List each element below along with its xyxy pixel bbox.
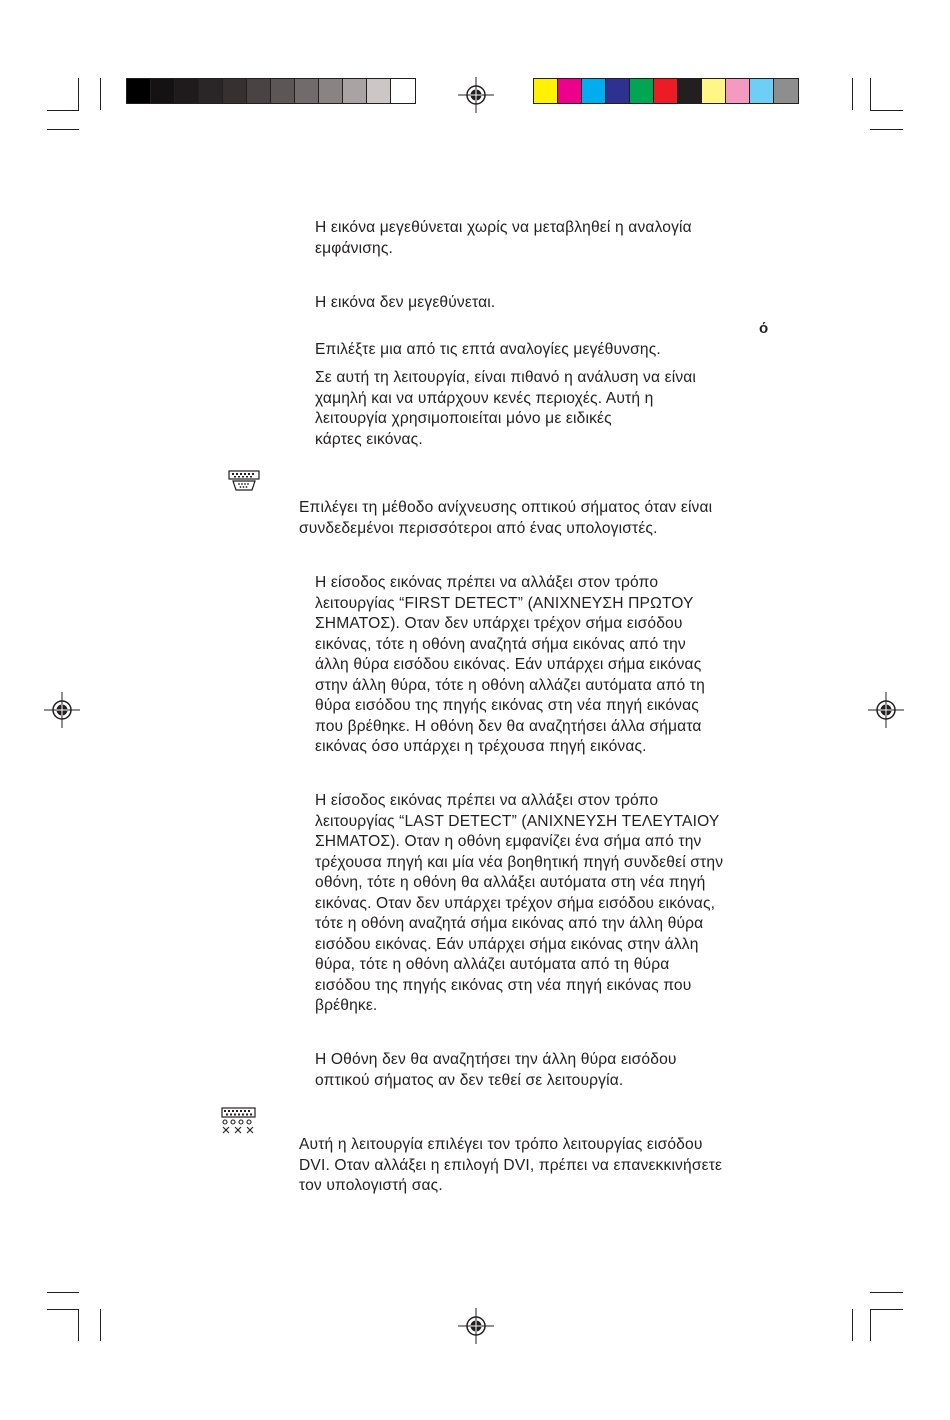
color-swatch bbox=[271, 79, 295, 103]
paragraph-last-detect: Η είσοδος εικόνας πρέπει να αλλάξει στον τρόπο λειτουργίας “LAST DETECT” (ΑΝΙΧΝΕΥΣΗ ΤΕΛΕΥΤΑΙΟΥ ΣΗΜΑΤΟΣ). Οταν η οθόνη εμφανίζει ένα σήμα από την τρέχουσα πηγή και μία νέα βοηθητική πηγή συνδεθεί στην οθόνη, τότε η οθόνη θα αλλάξει αυτόματα στη νέα πηγή εικόνας. Οταν δεν υπάρχει τρέχον σήμα εισόδου εικόνας, τότε η οθόνη αναζητά σήμα εικόνας από την άλλη θύρα εισόδου εικόνας. Εάν υπάρχει σήμα εικόνας στην άλλη θύρα, τότε η οθόνη αλλάζει αυτόματα από τη θύρα εισόδου της πηγής εικόνας στη νέα πηγή εικόνας που βρέθηκε. bbox=[315, 792, 724, 1014]
paragraph-dvi-select: Αυτή η λειτουργία επιλέγει τον τρόπο λειτουργίας εισόδου DVI. Οταν αλλάξει η επιλογή DVI, πρέπει να επανεκκινήσετε τον υπολογιστή σας. bbox=[299, 1136, 723, 1194]
paragraph-fill-aspect: Η εικόνα μεγεθύνεται χωρίς να μεταβληθεί η αναλογία εμφάνισης. bbox=[315, 219, 692, 257]
color-swatch bbox=[750, 79, 774, 103]
dvi-connector-icon bbox=[221, 1107, 257, 1135]
color-swatch bbox=[367, 79, 391, 103]
color-swatch bbox=[223, 79, 247, 103]
color-swatch bbox=[175, 79, 199, 103]
grayscale-color-bar bbox=[126, 78, 416, 104]
color-swatch bbox=[127, 79, 151, 103]
color-swatch bbox=[295, 79, 319, 103]
color-swatch bbox=[247, 79, 271, 103]
color-swatch bbox=[606, 79, 630, 103]
paragraph-input-select-intro: Επιλέγει τη μέθοδο ανίχνευσης οπτικού σήματος όταν είναι συνδεδεμένοι περισσότεροι από ένας υπολογιστές. bbox=[299, 499, 713, 537]
paragraph-manual-select: Η Οθόνη δεν θα αναζητήσει την άλλη θύρα εισόδου οπτικού σήματος αν δεν τεθεί σε λειτουργία. bbox=[315, 1051, 677, 1089]
color-swatch bbox=[654, 79, 678, 103]
paragraph-zoom-ratios: Επιλέξτε μια από τις επτά αναλογίες μεγέθυνσης. bbox=[315, 341, 661, 358]
process-color-bar bbox=[533, 78, 799, 104]
color-swatch bbox=[774, 79, 798, 103]
vga-connector-icon bbox=[228, 470, 260, 492]
paragraph-low-resolution-note: Σε αυτή τη λειτουργία, είναι πιθανό η ανάλυση να είναι χαμηλή και να υπάρχουν κενές περιοχές. Αυτή η λειτουργία χρησιμοποιείται μόνο με ειδικές κάρτες εικόνας. bbox=[315, 369, 697, 448]
color-swatch bbox=[391, 79, 415, 103]
color-swatch bbox=[726, 79, 750, 103]
color-swatch bbox=[630, 79, 654, 103]
color-swatch bbox=[702, 79, 726, 103]
color-swatch bbox=[319, 79, 343, 103]
color-swatch bbox=[582, 79, 606, 103]
registration-mark-top-icon bbox=[458, 77, 494, 113]
registration-mark-bottom-icon bbox=[458, 1308, 494, 1344]
registration-mark-right-icon bbox=[868, 692, 904, 728]
color-swatch bbox=[678, 79, 702, 103]
paragraph-first-detect: Η είσοδος εικόνας πρέπει να αλλάξει στον τρόπο λειτουργίας “FIRST DETECT” (ΑΝΙΧΝΕΥΣΗ ΠΡΩΤΟΥ ΣΗΜΑΤΟΣ). Οταν δεν υπάρχει τρέχον σήμα εισόδου εικόνας, τότε η οθόνη αναζητά σήμα εικόνας από την άλλη θύρα εισόδου εικόνας. Εάν υπάρχει σήμα εικόνας στην άλλη θύρα, τότε η οθόνη αλλάζει αυτόματα από τη θύρα εισόδου της πηγής εικόνας στη νέα πηγή εικόνας που βρέθηκε. Η οθόνη δεν θα αναζητήσει άλλα σήματα εικόνας όσο υπάρχει η τρέχουσα πηγή εικόνας. bbox=[315, 574, 705, 755]
color-swatch bbox=[199, 79, 223, 103]
stray-accent-glyph: ό bbox=[759, 320, 769, 337]
color-swatch bbox=[534, 79, 558, 103]
color-swatch bbox=[558, 79, 582, 103]
paragraph-no-scale: Η εικόνα δεν μεγεθύνεται. bbox=[315, 294, 496, 311]
color-swatch bbox=[151, 79, 175, 103]
registration-mark-left-icon bbox=[44, 692, 80, 728]
color-swatch bbox=[343, 79, 367, 103]
